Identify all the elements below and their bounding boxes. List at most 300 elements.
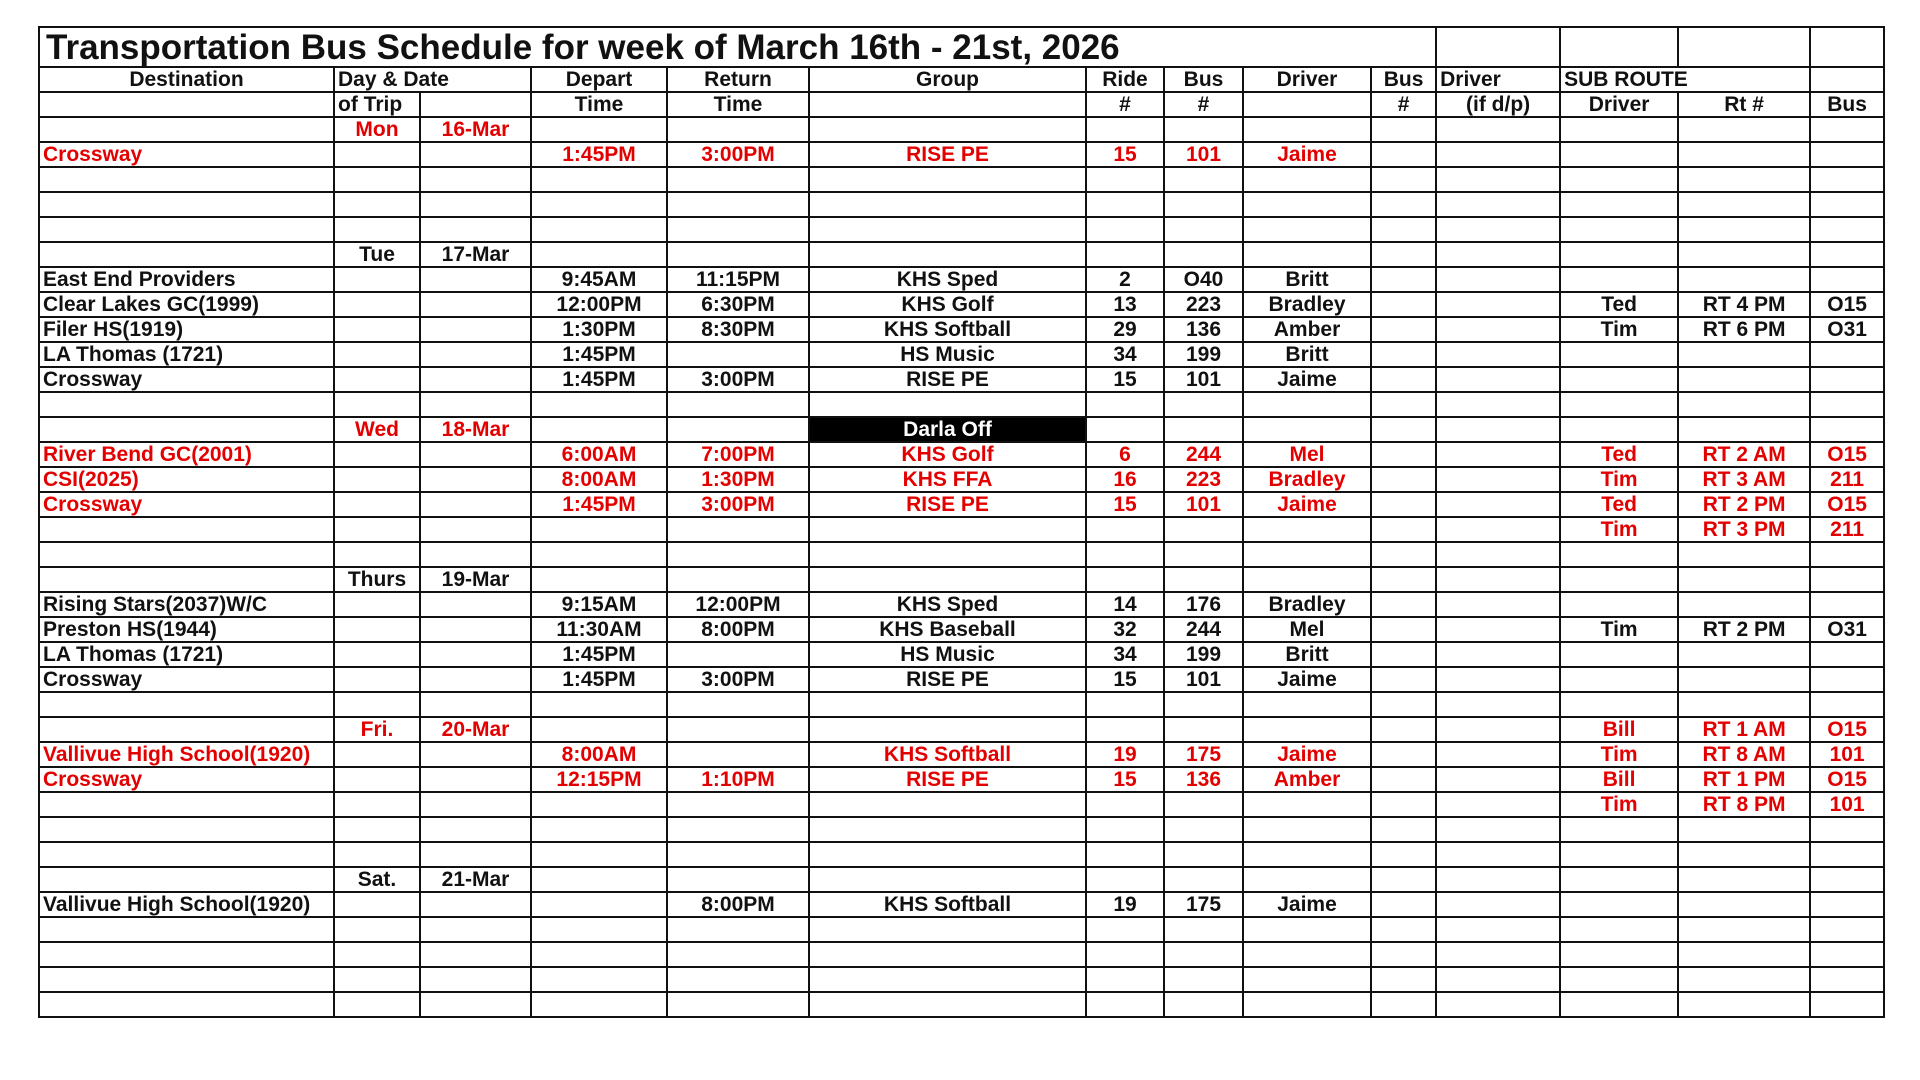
destination-cell: Preston HS(1944)	[39, 617, 334, 642]
driver-dp-cell	[1436, 717, 1560, 742]
bus-dp-number-cell	[1371, 342, 1436, 367]
driver-dp-cell	[1436, 867, 1560, 892]
day-cell	[334, 967, 420, 992]
driver-cell: Jaime	[1243, 142, 1371, 167]
driver-dp-cell	[1436, 892, 1560, 917]
driver-dp-cell	[1436, 217, 1560, 242]
ride-number-cell	[1086, 567, 1164, 592]
route-number-cell	[1678, 167, 1810, 192]
driver-cell	[1243, 692, 1371, 717]
bus-number-cell	[1164, 817, 1243, 842]
table-row	[39, 292, 1884, 317]
depart-time-cell: 6:00AM	[531, 442, 667, 467]
driver-dp-cell	[1436, 192, 1560, 217]
table-row	[39, 192, 1884, 217]
table-row	[39, 317, 1884, 342]
sub-bus-cell	[1810, 667, 1884, 692]
bus-dp-number-cell	[1371, 267, 1436, 292]
table-row	[39, 842, 1884, 867]
sub-driver-cell: Tim	[1560, 517, 1678, 542]
sub-bus-cell	[1810, 967, 1884, 992]
sub-driver-cell: Bill	[1560, 717, 1678, 742]
bus-number-cell: 199	[1164, 642, 1243, 667]
ride-number-cell	[1086, 167, 1164, 192]
column-subheader-date	[420, 92, 531, 117]
return-time-cell: 11:15PM	[667, 267, 809, 292]
ride-number-cell	[1086, 692, 1164, 717]
schedule-sheet	[38, 26, 1883, 1018]
sub-bus-cell: O15	[1810, 292, 1884, 317]
depart-time-cell	[531, 517, 667, 542]
destination-cell: Crossway	[39, 767, 334, 792]
driver-dp-cell	[1436, 942, 1560, 967]
group-cell: KHS Softball	[809, 317, 1086, 342]
return-time-cell	[667, 517, 809, 542]
driver-dp-cell	[1436, 692, 1560, 717]
sub-driver-cell: Tim	[1560, 742, 1678, 767]
bus-dp-number-cell	[1371, 642, 1436, 667]
bus-number-cell	[1164, 392, 1243, 417]
date-cell: 19-Mar	[420, 567, 531, 592]
sub-bus-cell	[1810, 417, 1884, 442]
driver-dp-cell	[1436, 392, 1560, 417]
sub-driver-cell	[1560, 892, 1678, 917]
sub-driver-cell	[1560, 192, 1678, 217]
driver-cell	[1243, 392, 1371, 417]
table-row	[39, 692, 1884, 717]
table-row	[39, 592, 1884, 617]
destination-cell: East End Providers	[39, 267, 334, 292]
day-cell	[334, 217, 420, 242]
bus-number-cell	[1164, 192, 1243, 217]
sub-driver-cell	[1560, 917, 1678, 942]
depart-time-cell: 1:45PM	[531, 492, 667, 517]
sub-driver-cell	[1560, 967, 1678, 992]
driver-dp-cell	[1436, 117, 1560, 142]
driver-dp-cell	[1436, 292, 1560, 317]
group-cell: KHS FFA	[809, 467, 1086, 492]
driver-cell: Jaime	[1243, 492, 1371, 517]
driver-dp-cell	[1436, 792, 1560, 817]
table-row	[39, 667, 1884, 692]
destination-cell	[39, 842, 334, 867]
destination-cell	[39, 817, 334, 842]
route-number-cell	[1678, 692, 1810, 717]
ride-number-cell: 2	[1086, 267, 1164, 292]
bus-dp-number-cell	[1371, 967, 1436, 992]
destination-cell	[39, 567, 334, 592]
sub-driver-cell: Tim	[1560, 792, 1678, 817]
bus-number-cell	[1164, 217, 1243, 242]
driver-dp-cell	[1436, 542, 1560, 567]
ride-number-cell	[1086, 392, 1164, 417]
driver-dp-cell	[1436, 967, 1560, 992]
destination-cell: River Bend GC(2001)	[39, 442, 334, 467]
route-number-cell	[1678, 867, 1810, 892]
destination-cell	[39, 517, 334, 542]
destination-cell	[39, 217, 334, 242]
header-row-2	[39, 92, 1884, 117]
group-cell	[809, 192, 1086, 217]
depart-time-cell: 9:15AM	[531, 592, 667, 617]
driver-cell: Britt	[1243, 342, 1371, 367]
ride-number-cell	[1086, 417, 1164, 442]
ride-number-cell: 15	[1086, 667, 1164, 692]
sub-driver-cell	[1560, 567, 1678, 592]
route-number-cell: RT 1 AM	[1678, 717, 1810, 742]
day-cell	[334, 292, 420, 317]
destination-cell	[39, 692, 334, 717]
bus-dp-number-cell	[1371, 442, 1436, 467]
bus-number-cell: 101	[1164, 492, 1243, 517]
depart-time-cell	[531, 567, 667, 592]
return-time-cell: 3:00PM	[667, 142, 809, 167]
driver-dp-cell	[1436, 817, 1560, 842]
return-time-cell	[667, 342, 809, 367]
date-cell	[420, 617, 531, 642]
ride-number-cell: 34	[1086, 642, 1164, 667]
route-number-cell	[1678, 592, 1810, 617]
driver-off-notice: Darla Off	[809, 417, 1086, 442]
depart-time-cell: 1:30PM	[531, 317, 667, 342]
sub-driver-cell: Tim	[1560, 617, 1678, 642]
group-cell	[809, 992, 1086, 1017]
day-cell	[334, 842, 420, 867]
driver-cell: Jaime	[1243, 892, 1371, 917]
day-cell	[334, 617, 420, 642]
route-number-cell	[1678, 642, 1810, 667]
depart-time-cell	[531, 817, 667, 842]
destination-cell	[39, 917, 334, 942]
date-cell	[420, 817, 531, 842]
bus-number-cell	[1164, 517, 1243, 542]
depart-time-cell	[531, 717, 667, 742]
driver-cell	[1243, 792, 1371, 817]
return-time-cell	[667, 717, 809, 742]
date-cell: 20-Mar	[420, 717, 531, 742]
date-cell	[420, 917, 531, 942]
return-time-cell: 3:00PM	[667, 492, 809, 517]
destination-cell: CSI(2025)	[39, 467, 334, 492]
column-subheader-sub-driver: Driver	[1560, 92, 1678, 117]
return-time-cell	[667, 917, 809, 942]
destination-cell	[39, 717, 334, 742]
table-row	[39, 242, 1884, 267]
column-header-driver-dp: Driver	[1436, 67, 1560, 92]
route-number-cell: RT 3 AM	[1678, 467, 1810, 492]
driver-cell	[1243, 917, 1371, 942]
sub-bus-cell: 101	[1810, 742, 1884, 767]
destination-cell	[39, 192, 334, 217]
ride-number-cell: 15	[1086, 767, 1164, 792]
route-number-cell	[1678, 267, 1810, 292]
destination-cell: Crossway	[39, 367, 334, 392]
bus-number-cell	[1164, 117, 1243, 142]
table-row	[39, 142, 1884, 167]
route-number-cell	[1678, 542, 1810, 567]
day-cell	[334, 642, 420, 667]
table-row	[39, 367, 1884, 392]
depart-time-cell	[531, 917, 667, 942]
sub-bus-cell	[1810, 217, 1884, 242]
depart-time-cell	[531, 892, 667, 917]
destination-cell	[39, 542, 334, 567]
ride-number-cell	[1086, 217, 1164, 242]
return-time-cell	[667, 692, 809, 717]
driver-cell: Amber	[1243, 317, 1371, 342]
driver-cell	[1243, 542, 1371, 567]
sub-driver-cell	[1560, 392, 1678, 417]
sub-bus-cell	[1810, 867, 1884, 892]
group-cell: KHS Sped	[809, 267, 1086, 292]
table-row	[39, 717, 1884, 742]
destination-cell	[39, 167, 334, 192]
bus-number-cell	[1164, 992, 1243, 1017]
depart-time-cell: 1:45PM	[531, 142, 667, 167]
column-subheader-day: of Trip	[334, 92, 420, 117]
depart-time-cell	[531, 692, 667, 717]
column-subheader-driver-dp: (if d/p)	[1436, 92, 1560, 117]
driver-dp-cell	[1436, 617, 1560, 642]
column-header-sub-driver: SUB ROUTE	[1560, 67, 1810, 92]
bus-dp-number-cell	[1371, 392, 1436, 417]
ride-number-cell: 15	[1086, 367, 1164, 392]
driver-dp-cell	[1436, 567, 1560, 592]
date-cell	[420, 892, 531, 917]
driver-dp-cell	[1436, 992, 1560, 1017]
bus-number-cell	[1164, 792, 1243, 817]
bus-number-cell: 175	[1164, 892, 1243, 917]
bus-number-cell: 136	[1164, 767, 1243, 792]
return-time-cell: 3:00PM	[667, 667, 809, 692]
bus-dp-number-cell	[1371, 667, 1436, 692]
ride-number-cell	[1086, 992, 1164, 1017]
date-cell	[420, 467, 531, 492]
sub-bus-cell: O31	[1810, 617, 1884, 642]
table-row	[39, 117, 1884, 142]
bus-dp-number-cell	[1371, 617, 1436, 642]
date-cell	[420, 742, 531, 767]
table-row	[39, 942, 1884, 967]
driver-cell	[1243, 967, 1371, 992]
sub-driver-cell	[1560, 842, 1678, 867]
column-subheader-group	[809, 92, 1086, 117]
bus-number-cell	[1164, 717, 1243, 742]
column-header-destination: Destination	[39, 67, 334, 92]
table-row	[39, 617, 1884, 642]
destination-cell	[39, 967, 334, 992]
ride-number-cell	[1086, 192, 1164, 217]
destination-cell	[39, 392, 334, 417]
table-row	[39, 817, 1884, 842]
ride-number-cell	[1086, 867, 1164, 892]
day-cell	[334, 367, 420, 392]
return-time-cell	[667, 242, 809, 267]
date-cell	[420, 192, 531, 217]
bus-number-cell: 101	[1164, 667, 1243, 692]
sub-driver-cell	[1560, 867, 1678, 892]
bus-dp-number-cell	[1371, 867, 1436, 892]
route-number-cell	[1678, 992, 1810, 1017]
bus-number-cell	[1164, 417, 1243, 442]
table-row	[39, 792, 1884, 817]
sub-driver-cell	[1560, 817, 1678, 842]
return-time-cell	[667, 642, 809, 667]
column-subheader-driver	[1243, 92, 1371, 117]
destination-cell	[39, 792, 334, 817]
group-cell	[809, 817, 1086, 842]
sub-bus-cell	[1810, 567, 1884, 592]
day-cell	[334, 592, 420, 617]
return-time-cell: 8:00PM	[667, 617, 809, 642]
depart-time-cell: 11:30AM	[531, 617, 667, 642]
driver-dp-cell	[1436, 242, 1560, 267]
date-cell	[420, 942, 531, 967]
day-cell	[334, 442, 420, 467]
date-cell	[420, 792, 531, 817]
depart-time-cell: 1:45PM	[531, 367, 667, 392]
day-cell	[334, 517, 420, 542]
route-number-cell	[1678, 342, 1810, 367]
sub-bus-cell: O15	[1810, 767, 1884, 792]
depart-time-cell	[531, 542, 667, 567]
day-cell	[334, 317, 420, 342]
column-header-sub-bus	[1810, 67, 1884, 92]
route-number-cell: RT 6 PM	[1678, 317, 1810, 342]
destination-cell: Rising Stars(2037)W/C	[39, 592, 334, 617]
date-cell	[420, 992, 531, 1017]
day-cell	[334, 267, 420, 292]
group-cell: KHS Softball	[809, 742, 1086, 767]
title-row	[39, 27, 1884, 67]
date-cell	[420, 167, 531, 192]
destination-cell: LA Thomas (1721)	[39, 642, 334, 667]
destination-cell: LA Thomas (1721)	[39, 342, 334, 367]
ride-number-cell	[1086, 117, 1164, 142]
table-row	[39, 542, 1884, 567]
bus-number-cell	[1164, 867, 1243, 892]
route-number-cell: RT 2 PM	[1678, 617, 1810, 642]
date-cell	[420, 492, 531, 517]
bus-dp-number-cell	[1371, 117, 1436, 142]
date-cell	[420, 442, 531, 467]
driver-cell: Bradley	[1243, 467, 1371, 492]
bus-number-cell	[1164, 842, 1243, 867]
day-cell	[334, 192, 420, 217]
ride-number-cell: 19	[1086, 742, 1164, 767]
depart-time-cell	[531, 192, 667, 217]
return-time-cell	[667, 867, 809, 892]
depart-time-cell	[531, 792, 667, 817]
return-time-cell	[667, 167, 809, 192]
driver-dp-cell	[1436, 642, 1560, 667]
sub-bus-cell	[1810, 892, 1884, 917]
bus-number-cell	[1164, 692, 1243, 717]
bus-number-cell: O40	[1164, 267, 1243, 292]
sub-driver-cell	[1560, 417, 1678, 442]
route-number-cell	[1678, 192, 1810, 217]
driver-cell	[1243, 242, 1371, 267]
bus-dp-number-cell	[1371, 367, 1436, 392]
bus-dp-number-cell	[1371, 417, 1436, 442]
driver-cell	[1243, 217, 1371, 242]
bus-dp-number-cell	[1371, 492, 1436, 517]
bus-number-cell	[1164, 567, 1243, 592]
depart-time-cell	[531, 117, 667, 142]
day-cell	[334, 542, 420, 567]
group-cell: KHS Softball	[809, 892, 1086, 917]
ride-number-cell	[1086, 842, 1164, 867]
sub-bus-cell: 211	[1810, 467, 1884, 492]
day-cell	[334, 742, 420, 767]
destination-cell: Vallivue High School(1920)	[39, 892, 334, 917]
depart-time-cell	[531, 967, 667, 992]
route-number-cell: RT 2 AM	[1678, 442, 1810, 467]
table-row	[39, 467, 1884, 492]
group-cell	[809, 217, 1086, 242]
table-row	[39, 392, 1884, 417]
group-cell	[809, 517, 1086, 542]
destination-cell	[39, 417, 334, 442]
ride-number-cell: 34	[1086, 342, 1164, 367]
route-number-cell: RT 8 AM	[1678, 742, 1810, 767]
route-number-cell	[1678, 967, 1810, 992]
driver-cell: Amber	[1243, 767, 1371, 792]
table-row	[39, 892, 1884, 917]
driver-cell: Mel	[1243, 442, 1371, 467]
group-cell: HS Music	[809, 642, 1086, 667]
day-cell: Wed	[334, 417, 420, 442]
driver-cell	[1243, 867, 1371, 892]
date-cell	[420, 642, 531, 667]
sub-driver-cell	[1560, 367, 1678, 392]
group-cell: KHS Golf	[809, 292, 1086, 317]
group-cell	[809, 542, 1086, 567]
return-time-cell: 1:10PM	[667, 767, 809, 792]
bus-number-cell: 244	[1164, 442, 1243, 467]
bus-dp-number-cell	[1371, 942, 1436, 967]
route-number-cell	[1678, 142, 1810, 167]
day-cell	[334, 342, 420, 367]
driver-cell: Britt	[1243, 642, 1371, 667]
driver-dp-cell	[1436, 442, 1560, 467]
group-cell	[809, 967, 1086, 992]
return-time-cell	[667, 817, 809, 842]
driver-dp-cell	[1436, 417, 1560, 442]
bus-number-cell: 175	[1164, 742, 1243, 767]
sub-bus-cell	[1810, 842, 1884, 867]
sub-driver-cell	[1560, 542, 1678, 567]
group-cell	[809, 392, 1086, 417]
driver-dp-cell	[1436, 917, 1560, 942]
route-number-cell	[1678, 242, 1810, 267]
bus-number-cell: 136	[1164, 317, 1243, 342]
route-number-cell: RT 1 PM	[1678, 767, 1810, 792]
depart-time-cell: 12:15PM	[531, 767, 667, 792]
group-cell	[809, 917, 1086, 942]
sub-driver-cell: Tim	[1560, 467, 1678, 492]
route-number-cell: RT 2 PM	[1678, 492, 1810, 517]
driver-dp-cell	[1436, 667, 1560, 692]
sub-bus-cell	[1810, 342, 1884, 367]
bus-number-cell: 223	[1164, 467, 1243, 492]
bus-number-cell	[1164, 167, 1243, 192]
bus-number-cell	[1164, 917, 1243, 942]
driver-cell	[1243, 942, 1371, 967]
ride-number-cell	[1086, 817, 1164, 842]
group-cell: RISE PE	[809, 667, 1086, 692]
column-subheader-sub-bus: Bus	[1810, 92, 1884, 117]
